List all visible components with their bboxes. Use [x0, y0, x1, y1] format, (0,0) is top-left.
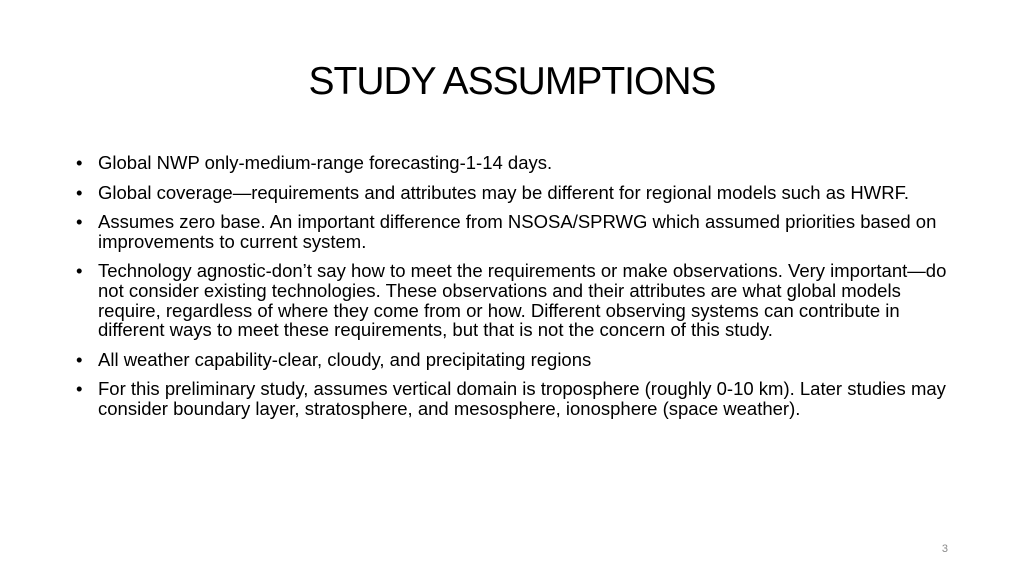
slide-title: STUDY ASSUMPTIONS [308, 60, 716, 103]
bullet-list [76, 153, 956, 429]
bullet-text: Global coverage—requirements and attributes may be different for regional models such as HWRF. [98, 181, 909, 203]
bullet-text: All weather capability-clear, cloudy, and precipitating regions [98, 348, 592, 370]
bullet-text: Technology agnostic-don’t say how to meet the requirements or make observations. Very important—do not consider existing technologies. These observations and their attributes are what global models require, regardless of where they come from or how. Different observing systems can contribute in different ways to meet these requirements, but that is not the concern of this study. [98, 260, 947, 341]
bullet-item [76, 350, 956, 370]
bullet-item [76, 261, 956, 339]
bullet-text: For this preliminary study, assumes vertical domain is troposphere (roughly 0-10 km). Later studies may consider boundary layer, stratosphere, and mesosphere, ionosphere (space weather). [98, 378, 946, 419]
bullet-marker: • [76, 152, 83, 173]
bullet-marker: • [76, 348, 83, 370]
bullet-item [76, 379, 956, 418]
bullet-marker: • [76, 260, 83, 282]
bullet-marker: • [76, 181, 83, 203]
bullet-marker: • [76, 378, 83, 400]
bullet-item [76, 183, 956, 203]
bullet-item [76, 153, 956, 173]
bullet-marker: • [76, 211, 83, 233]
bullet-text: Assumes zero base. An important difference from NSOSA/SPRWG which assumed priorities based on improvements to current system. [98, 211, 937, 252]
bullet-text: Global NWP only-medium-range forecasting-1-14 days. [98, 152, 553, 173]
bullet-item [76, 212, 956, 251]
slide-number: 3 [941, 543, 948, 555]
